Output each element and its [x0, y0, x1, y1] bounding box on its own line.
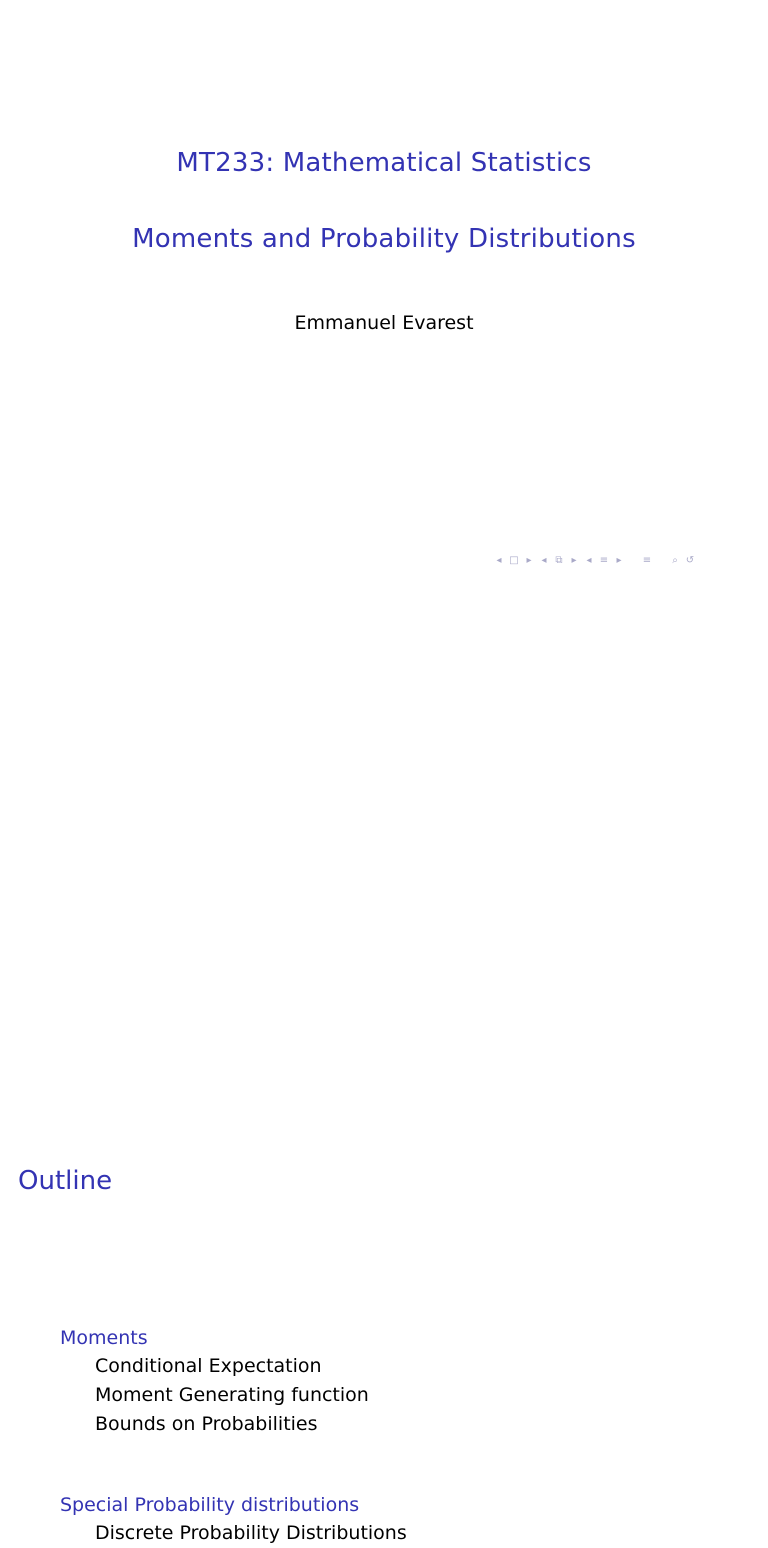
- presentation-subtitle: Moments and Probability Distributions: [132, 224, 636, 254]
- presentation-title: MT233: Mathematical Statistics: [176, 148, 592, 178]
- nav-search-icon[interactable]: ⌕: [672, 555, 678, 566]
- table-of-contents: [60, 1324, 720, 1548]
- nav-section-icon[interactable]: ≡: [599, 555, 609, 566]
- beamer-navigation-bar: [493, 553, 696, 569]
- nav-prev-section-icon[interactable]: ◂: [586, 555, 592, 566]
- nav-document-icon[interactable]: ≡: [642, 555, 652, 566]
- nav-frame-icon[interactable]: □: [509, 555, 519, 566]
- nav-next-section-icon[interactable]: ▸: [616, 555, 622, 566]
- toc-subsection-bounds-on-probabilities[interactable]: Bounds on Probabilities: [95, 1413, 318, 1435]
- toc-group-special-distributions: [60, 1491, 720, 1548]
- nav-next-subsection-icon[interactable]: ▸: [571, 555, 577, 566]
- author-name: Emmanuel Evarest: [294, 312, 474, 334]
- nav-prev-frame-icon[interactable]: ◂: [496, 555, 502, 566]
- title-slide: [0, 0, 768, 576]
- toc-section-special-probability-distributions[interactable]: Special Probability distributions: [60, 1494, 360, 1516]
- nav-back-icon[interactable]: ↺: [685, 555, 695, 566]
- nav-prev-subsection-icon[interactable]: ◂: [541, 555, 547, 566]
- toc-subsection-discrete-probability-distributions[interactable]: Discrete Probability Distributions: [95, 1522, 407, 1544]
- nav-next-frame-icon[interactable]: ▸: [526, 555, 532, 566]
- toc-subsection-moment-generating-function[interactable]: Moment Generating function: [95, 1384, 369, 1406]
- frame-title: Outline: [18, 1166, 113, 1196]
- outline-slide: [0, 576, 768, 1544]
- toc-subsection-conditional-expectation[interactable]: Conditional Expectation: [95, 1355, 322, 1377]
- nav-subsection-icon[interactable]: ⧉: [555, 555, 563, 566]
- toc-section-moments[interactable]: Moments: [60, 1327, 148, 1349]
- toc-group-moments: [60, 1324, 720, 1439]
